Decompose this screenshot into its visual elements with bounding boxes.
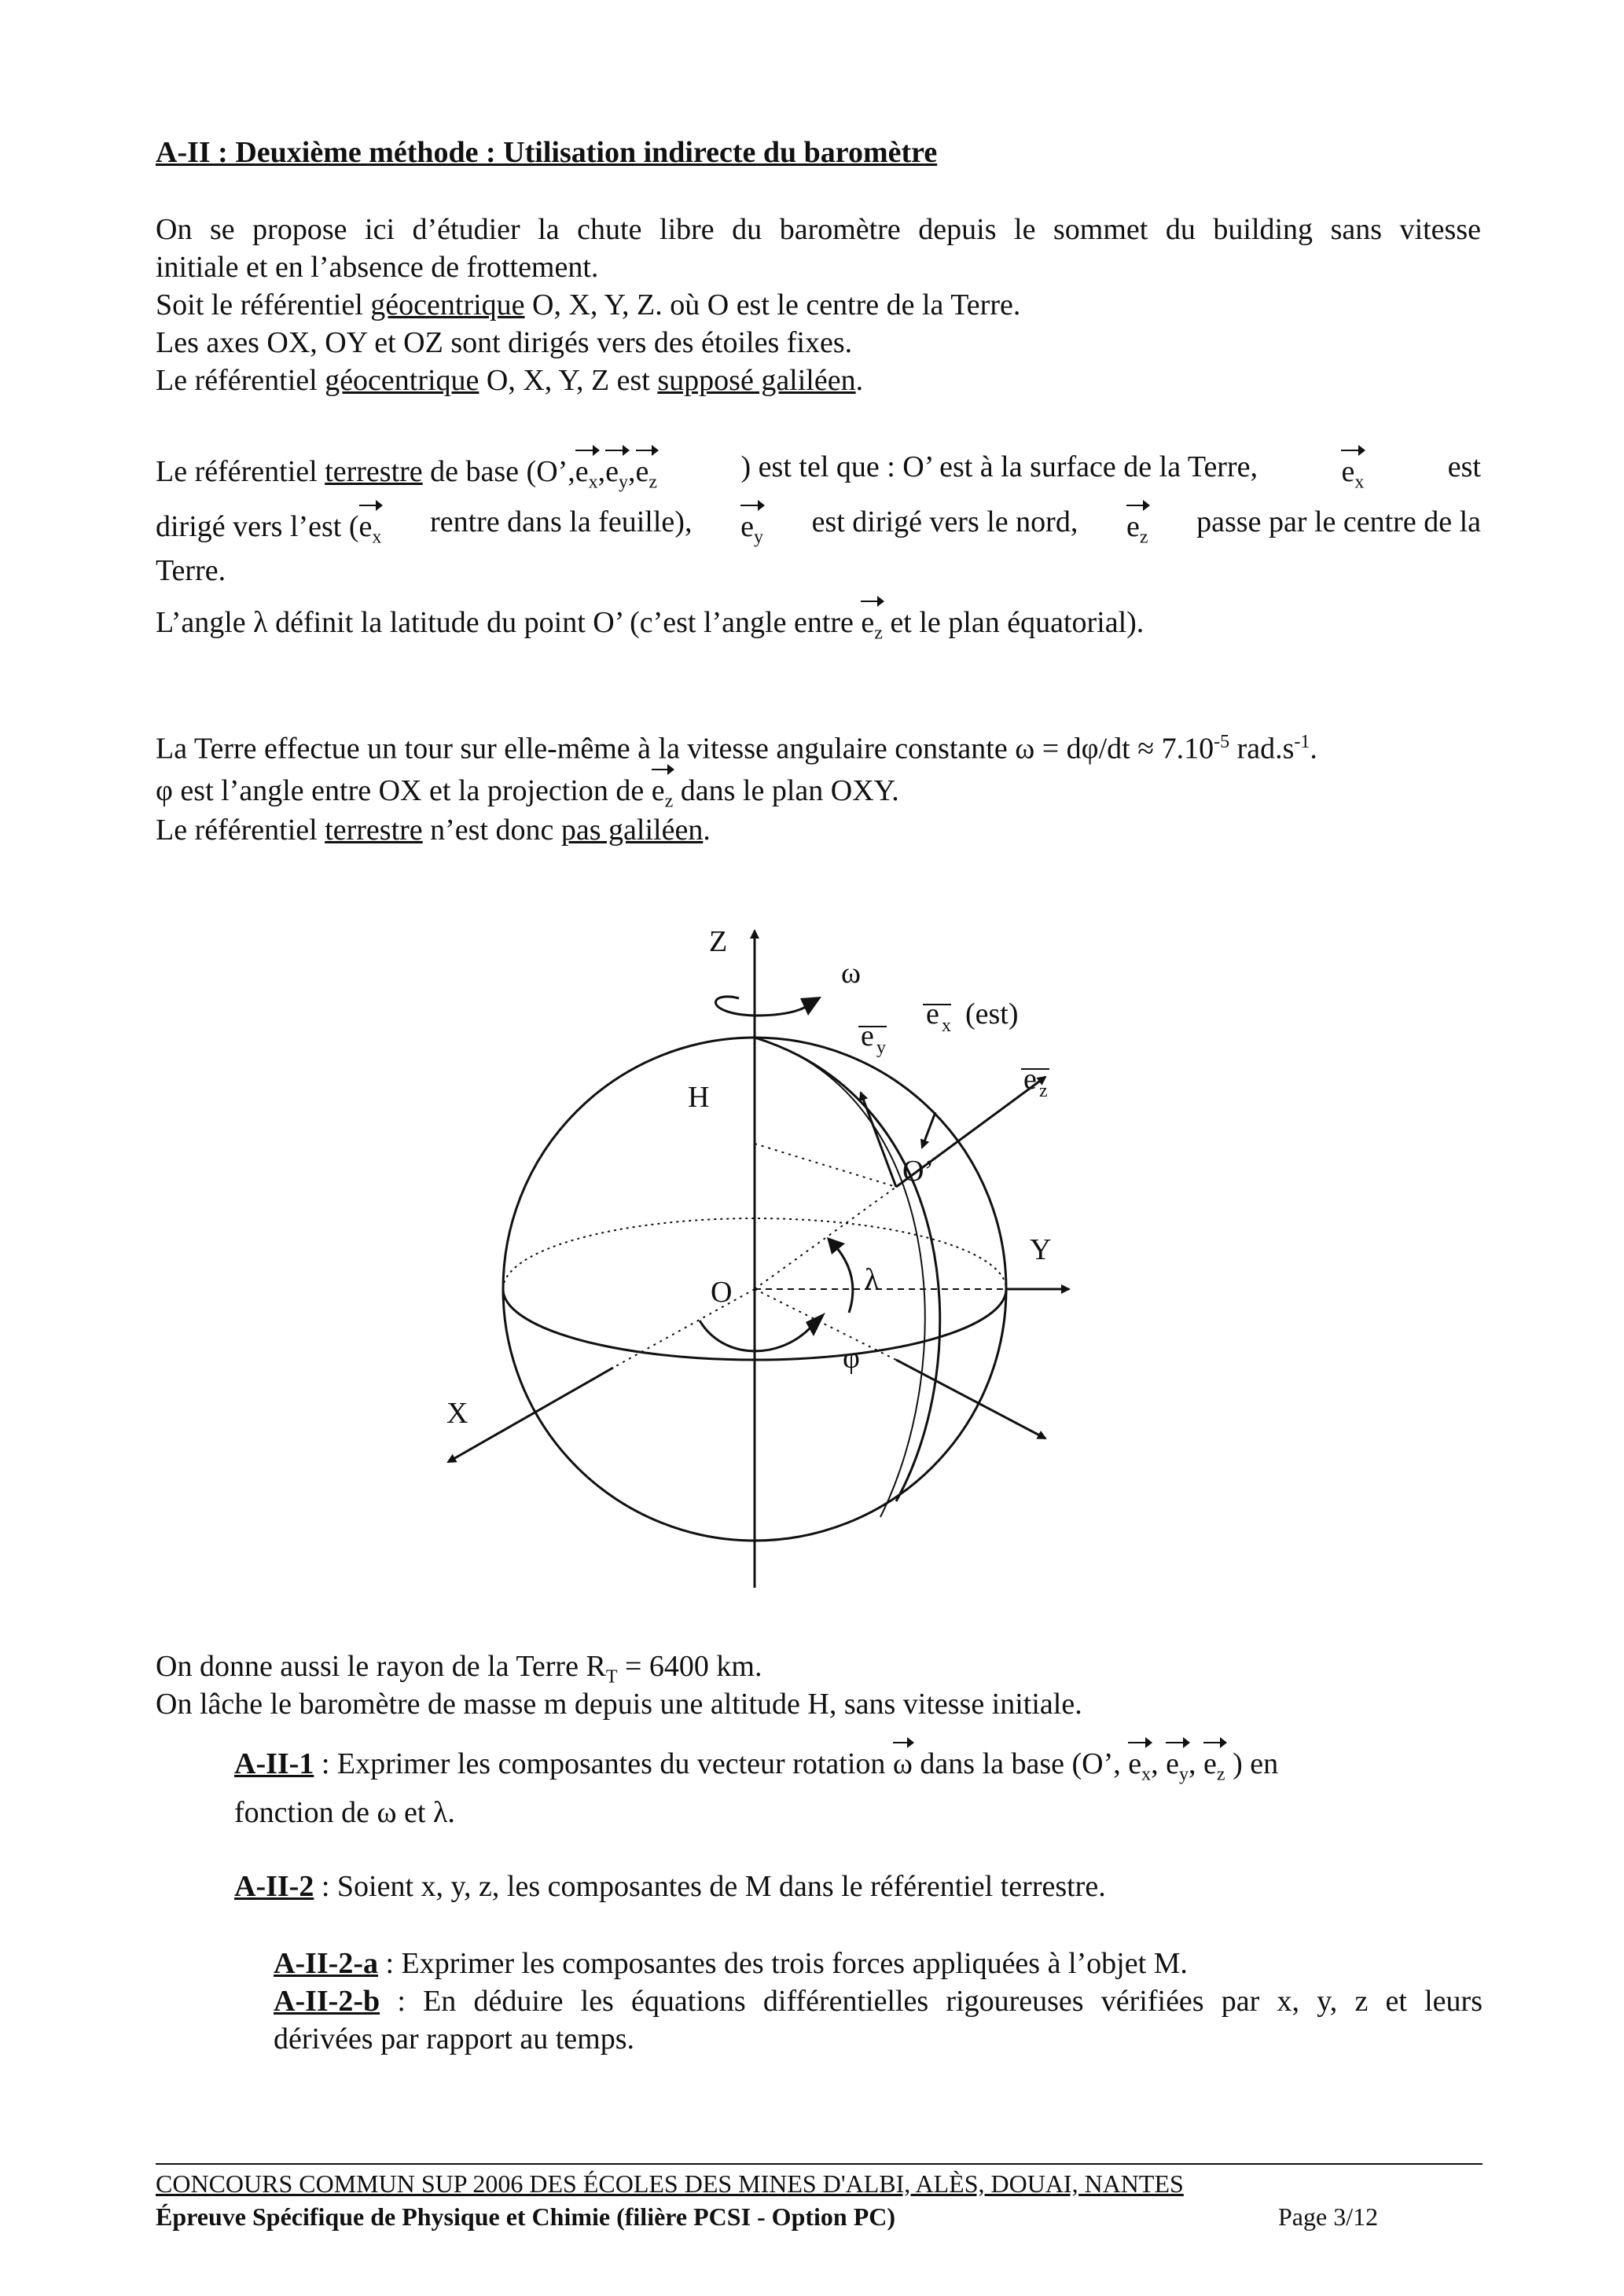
footer-line1: CONCOURS COMMUN SUP 2006 DES ÉCOLES DES MINES D'ALBI, ALÈS, DOUAI, NANTES: [156, 2169, 1184, 2198]
para2-line4: L’angle λ définit la latitude du point O’ (c’est l’angle entre $e_z$ et le plan équatorial).: [156, 599, 1144, 652]
question-A-II-2-b-cont: dérivées par rapport au temps.: [274, 2022, 634, 2055]
vector-ey: $e_y$: [605, 448, 628, 501]
label-lambda: λ: [865, 1263, 880, 1296]
section-heading: A-II : Deuxième méthode : Utilisation indirecte du baromètre: [156, 136, 938, 169]
para3-line2: φ est l’angle entre OX et la projection de $e_z$ dans le plan OXY.: [156, 767, 899, 821]
para1-line4: Les axes OX, OY et OZ sont dirigés vers des étoiles fixes.: [156, 326, 853, 359]
meridian-inner: [755, 1038, 925, 1517]
label-O-prime: O’: [902, 1155, 935, 1188]
para1-line5: Le référentiel géocentrique O, X, Y, Z est supposé galiléen.: [156, 364, 864, 397]
para1-line2: initiale et en l’absence de frottement.: [156, 251, 599, 284]
label-X: X: [446, 1397, 468, 1430]
label-H: H: [688, 1081, 710, 1114]
vector-ez: $e_z$: [1126, 503, 1148, 557]
meridian: [755, 1038, 940, 1501]
question-A-II-1: A-II-1 : Exprimer les composantes du vecteur rotation ω dans la base (O’, $e_x$, $e_y$, $e_z$ ) en: [234, 1740, 1278, 1794]
page-number: Page 3/12: [1278, 2202, 1379, 2231]
label-ex: e: [926, 997, 939, 1030]
para4-line1: On donne aussi le rayon de la Terre $R_T = 6400$ km.: [156, 1650, 762, 1688]
question-A-II-2-b: A-II-2-b : En déduire les équations différentielles rigoureuses vérifiées par x, y, z et leurs: [274, 1985, 1483, 2018]
para1-line1: On se propose ici d’étudier la chute libre du baromètre depuis le sommet du building sans vitesse: [156, 213, 1481, 246]
label-Y: Y: [1030, 1233, 1052, 1266]
svg-text:x: x: [942, 1016, 951, 1036]
label-O: O: [711, 1276, 733, 1309]
vector-ey: $e_y$: [740, 503, 763, 557]
svg-text:y: y: [876, 1038, 886, 1058]
para2-line2: dirigé vers l’est ($e_x$ rentre dans la feuille), $e_y$ est dirigé vers le nord, $e_z$ passe par le centre de la: [156, 503, 1481, 557]
vector-ez: $e_z$: [861, 599, 883, 652]
question-A-II-2: A-II-2 : Soient x, y, z, les composantes de M dans le référentiel terrestre.: [234, 1870, 1106, 1903]
earth-diagram: [409, 920, 1195, 1611]
vector-omega: ω: [893, 1740, 913, 1783]
label-omega: ω: [841, 957, 862, 990]
question-A-II-2-a: A-II-2-a : Exprimer les composantes des trois forces appliquées à l’objet M.: [274, 1947, 1188, 1980]
label-est: (est): [965, 997, 1019, 1030]
label-ez: e: [1023, 1063, 1037, 1096]
vector-ex: $e_x$: [1341, 448, 1364, 501]
vector-ez: $e_z$: [636, 448, 658, 501]
footer-rule: [156, 2163, 1483, 2165]
vector-ez: $e_z$: [652, 767, 674, 821]
rotation-arrow: [715, 997, 810, 1016]
para2-line1: Le référentiel terrestre de base ($O’,e_x,e_y,e_z$ ) est tel que : O’ est à la surface de la Terre, $e_x$ est: [156, 448, 1481, 501]
label-Z: Z: [709, 925, 728, 958]
vector-ex: $e_x$: [359, 503, 382, 557]
para2-line3: Terre.: [156, 554, 226, 587]
para4-line2: On lâche le baromètre de masse m depuis une altitude H, sans vitesse initiale.: [156, 1688, 1082, 1721]
ex-arrow: [922, 1112, 935, 1148]
x-axis: [448, 1368, 613, 1462]
svg-text:z: z: [1039, 1081, 1048, 1101]
footer-line2: Épreuve Spécifique de Physique et Chimie (filière PCSI - Option PC): [156, 2202, 896, 2231]
question-A-II-1-cont: fonction de ω et λ.: [234, 1796, 455, 1829]
label-ey: e: [861, 1019, 874, 1052]
label-phi: φ: [843, 1342, 860, 1375]
vector-ex: $e_x$: [575, 448, 598, 501]
para3-line1: La Terre effectue un tour sur elle-même à la vitesse angulaire constante $\omega = d\varphi/dt \approx 7.10^{-5}$ $rad.s^{-1}$.: [156, 732, 1317, 766]
para3-line3: Le référentiel terrestre n’est donc pas galiléen.: [156, 814, 711, 847]
para1-line3: Soit le référentiel géocentrique O, X, Y, Z. où O est le centre de la Terre.: [156, 288, 1021, 321]
